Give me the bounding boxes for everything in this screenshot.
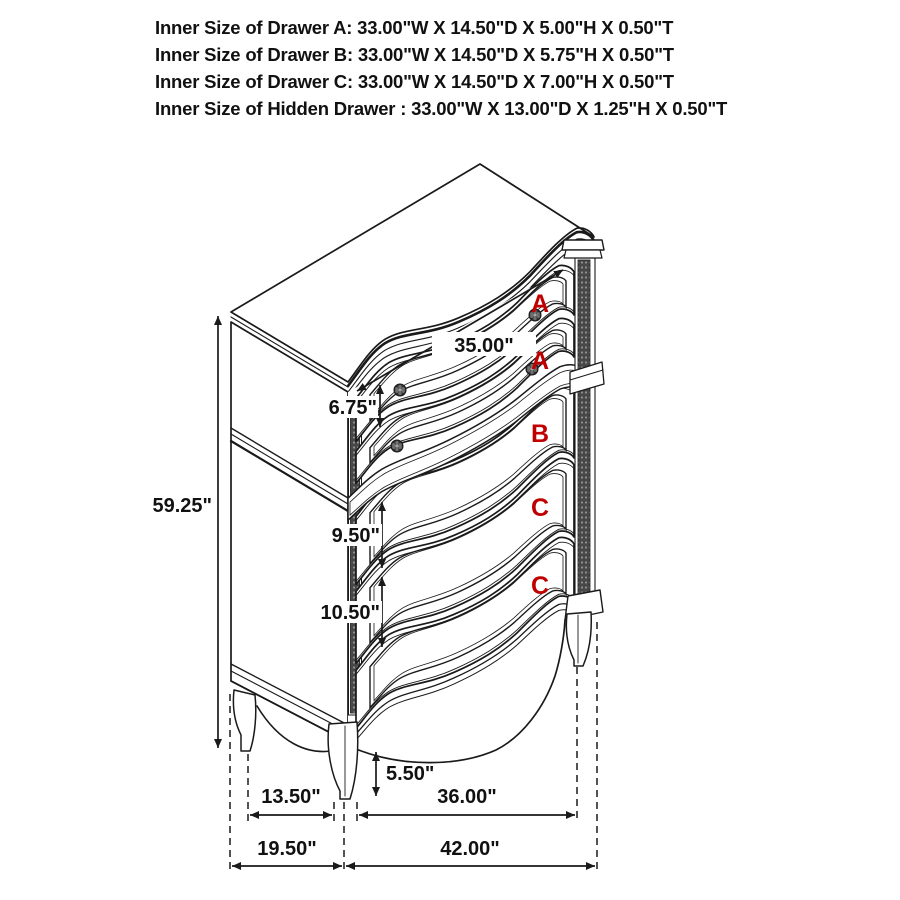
dim-label-drawer-c-height: 10.50" <box>320 602 380 624</box>
drawer-label-c1: C <box>530 494 550 522</box>
spec-line-drawer-c: Inner Size of Drawer C: 33.00"W X 14.50"D X 7.00"H X 0.50"T <box>155 71 674 92</box>
dim-label-top-front-width: 35.00" <box>454 335 514 357</box>
dim-label-drawer-b-height: 9.50" <box>331 525 380 547</box>
spec-line-drawer-a: Inner Size of Drawer A: 33.00"W X 14.50"D X 5.00"H X 0.50"T <box>155 17 674 38</box>
dim-label-overall-height: 59.25" <box>152 495 212 517</box>
spec-line-hidden-drawer: Inner Size of Hidden Drawer : 33.00"W X 13.00"D X 1.25"H X 0.50"T <box>155 98 728 119</box>
dim-label-overall-depth: 19.50" <box>257 838 317 860</box>
drawer-label-c2: C <box>530 572 550 600</box>
dim-label-drawer-a-height: 6.75" <box>328 397 377 419</box>
dim-label-front-leg-spacing: 36.00" <box>437 786 497 808</box>
dim-label-overall-width: 42.00" <box>440 838 500 860</box>
spec-line-drawer-b: Inner Size of Drawer B: 33.00"W X 14.50"D X 5.75"H X 0.50"T <box>155 44 674 65</box>
dim-label-leg-height: 5.50" <box>386 763 435 785</box>
drawer-label-b: B <box>530 420 550 448</box>
chest-line-art <box>231 164 604 799</box>
dim-label-side-leg-spacing: 13.50" <box>261 786 321 808</box>
rosette-knob <box>394 384 406 396</box>
drawer-label-a1: A <box>530 290 550 318</box>
rosette-knob <box>391 440 403 452</box>
drawer-label-a2: A <box>530 347 550 375</box>
